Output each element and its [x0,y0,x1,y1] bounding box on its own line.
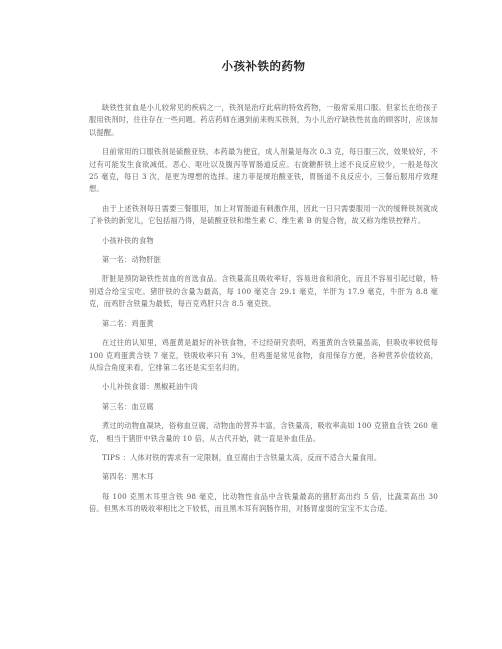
paragraph-intro: 缺铁性贫血是小儿较常见的疾病之一，铁剂是治疗此病的特效药物，一般常采用口服。但家长在给孩子服用铁剂时，往往存在一些问题。药店药师在遇到前来购买铁剂，为小儿治疗缺铁性贫血的顾客时，应该加以提醒。 [89,103,438,137]
recipe-heading: 小儿补铁食谱：黑椒耗油牛肉 [102,382,199,392]
section-heading-foods: 小孩补铁的食物 [102,235,154,245]
paragraph-liver: 肝脏是预防缺铁性贫血的首选食品。含铁量高且吸收率好，容易进食和消化，而且不容易引起过敏，特别适合给宝宝吃。猪肝铁的含量为最高，每 100 毫克含 29.1 毫克，羊肝为 17.9 毫克，牛肝为 8.8 毫克，而鸡肝含铁量为最低，每百克鸡肝只含 8.5 毫克铁。 [89,274,438,309]
paragraph-egg-yolk: 在过往的认知里，鸡蛋黄是最好的补铁食物，不过经研究表明，鸡蛋黄的含铁量虽高，但吸收率较低每 100 克鸡蛋黄含铁 7 毫克，铁吸收率只有 3%，但鸡蛋是常见食物，食用保存方便，各种营养价值较高，从综合角度来看，它排第二名还是实至名归的。 [89,338,438,372]
paragraph-oral-iron: 目前常用的口服铁剂是硫酸亚铁，本药最为便宜，成人剂量是每次 0.3 克，每日服三次，效果较好，不过有可能发生食欲减低、恶心、呕吐以及腹泻等胃肠道反应。右旋糖酐铁上述不良反应较少，一般是每次 25 毫克，每日 3 次，是更为理想的选择。速力菲是琥珀酸亚铁，胃肠道不良反应小，三餐后服用疗效理想。 [89,147,438,194]
document-title: 小孩补铁的药物 [221,59,306,73]
rank-heading-4: 第四名：黑木耳 [102,472,154,482]
paragraph-blood-tofu: 煮过的动物血凝块，俗称血豆腐，动物血的营养丰富，含铁量高，吸收率高如 100 克猪血含铁 260 毫克， 相当于猪肝中铁含量的 10 倍，从古代开始，就一直是补血佳品。 [89,421,438,443]
paragraph-black-fungus: 每 100 克黑木耳里含铁 98 毫克，比动物性食品中含铁量最高的猪肝高出约 5 倍，比蔬菜高出 30 倍。但黑木耳的吸收率相比之下较低，而且黑木耳有润肠作用，对肠胃虚弱的宝宝不太合适。 [89,491,438,514]
paragraph-tips: TIPS ：人体对铁的需求有一定限制，血豆腐由于含铁量太高，反而不适合大量食用。 [102,452,382,462]
paragraph-slow-release: 由于上述铁剂每日需要三餐服用，加上对胃肠道有刺激作用，因此一日只需要服用一次的缓释铁剂就成了补铁的新宠儿，它包括福乃得，是硫酸亚铁和维生素 C、维生素 B 的复合物，故又称为维铁控释片。 [89,203,438,226]
rank-heading-1: 第一名：动物肝脏 [102,255,162,265]
rank-heading-2: 第二名：鸡蛋黄 [102,318,154,328]
rank-heading-3: 第三名：血豆腐 [102,401,154,411]
